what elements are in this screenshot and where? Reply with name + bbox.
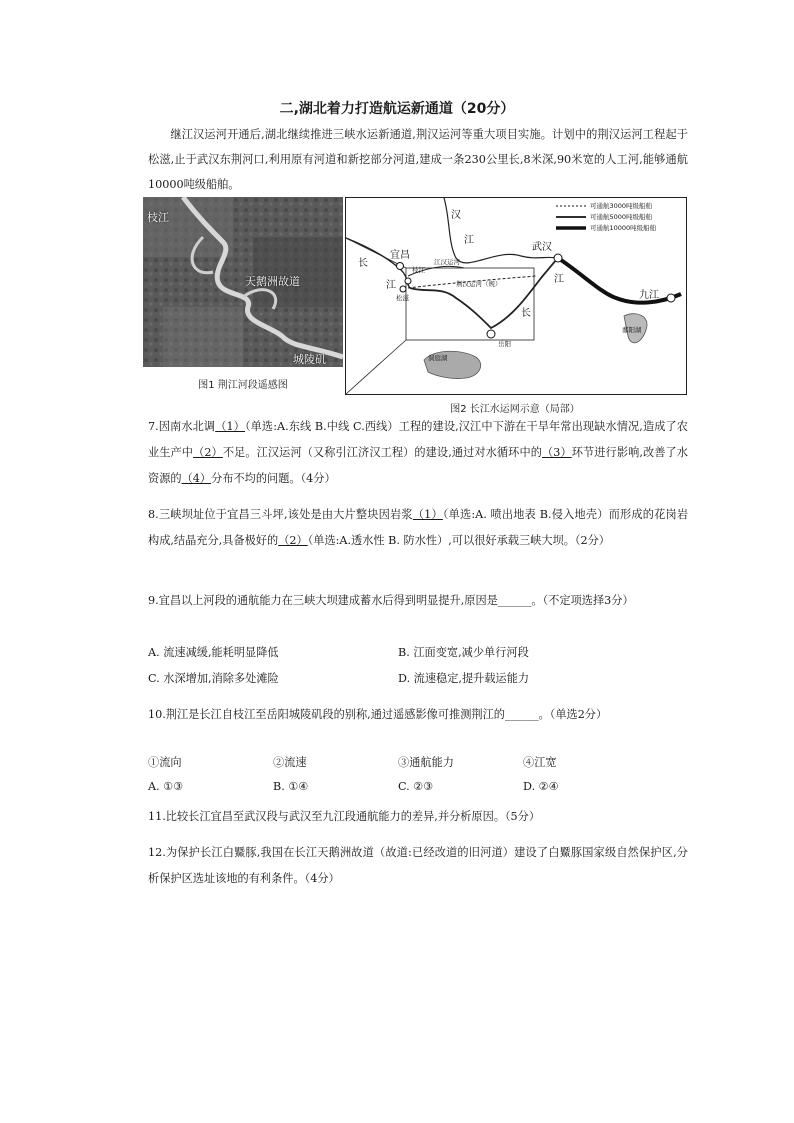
legend-10000: 可通航10000吨级船舶 <box>590 224 657 232</box>
label-jiang-han: 江 <box>464 235 474 246</box>
q9-option-b[interactable]: B. 江面变宽,减少单行河段 <box>398 646 529 659</box>
legend-5000: 可通航5000吨级船舶 <box>590 213 653 221</box>
question-12 <box>148 840 688 892</box>
label-jiang-2: 江 <box>554 274 564 285</box>
q8-blank1[interactable]: （1） <box>412 508 443 521</box>
label-yichang: 宜昌 <box>390 250 410 261</box>
map-legend <box>556 201 657 232</box>
yichang-city <box>397 263 404 270</box>
zhijiang-city <box>405 278 411 284</box>
label-zhijiang-map: 枝江 <box>412 266 425 274</box>
q10-item-3: ③通航能力 <box>398 756 454 769</box>
label-chang-2: 长 <box>521 308 531 319</box>
remote-sensing-svg <box>143 197 343 367</box>
label-jiujiang: 九江 <box>639 290 659 301</box>
label-wuhan: 武汉 <box>532 242 552 253</box>
q7-blank4[interactable]: （4） <box>181 472 212 485</box>
question-8 <box>148 502 688 554</box>
label-songzi: 松滋 <box>396 294 409 302</box>
q10-item-1: ①流向 <box>148 756 182 769</box>
q7-part2: （单选:A.东线 B.中线 C.西线）工程的建设,汉江中下游在干旱年常出现缺水情况,造成了农业生产中 <box>148 420 688 459</box>
q9-option-c[interactable]: C. 水深增加,消除多处滩险 <box>148 672 279 685</box>
q8-part3: （单选:A.透水性 B. 防水性）,可以很好承载三峡大坝。（2分） <box>307 534 610 547</box>
figure1-caption: 图1 荆江河段遥感图 <box>198 380 288 391</box>
q7-part5: 分布不均的问题。（4分） <box>211 472 336 485</box>
label-jiang-1: 江 <box>386 280 396 291</box>
q7-part4: 环节进行影响,改善了水资源的 <box>148 446 688 485</box>
question-9-options <box>148 640 688 696</box>
q10-item-4: ④江宽 <box>523 756 557 769</box>
label-jinghan-canal: 荆汉运河（规） <box>456 280 502 288</box>
wuhan-city <box>554 254 562 262</box>
q10-option-c[interactable]: C. ②③ <box>398 780 434 793</box>
q9-option-a[interactable]: A. 流速减缓,能耗明显降低 <box>148 646 279 659</box>
label-zhijiang: 枝江 <box>147 211 169 224</box>
legend-3000: 可通航3000吨级船舶 <box>590 202 653 210</box>
question-11 <box>148 804 688 830</box>
label-han: 汉 <box>451 210 461 221</box>
question-7 <box>148 414 688 492</box>
lower-yangtze <box>558 258 681 303</box>
inset-box <box>406 268 534 340</box>
intro-text: 继江汉运河开通后,湖北继续推进三峡水运新通道,荆汉运河等重大项目实施。计划中的荆汉运河工程起于松滋,止于武汉东荆河口,利用原有河道和新挖部分河道,建成一条230公里长,8米深,90米宽的人工河,能够通航10000吨级船舶。 <box>148 128 688 191</box>
label-dongting: 洞庭湖 <box>428 354 448 362</box>
remote-sensing-image <box>143 197 343 367</box>
q7-blank3[interactable]: （3） <box>542 446 572 459</box>
question-11-text: 11.比较长江宜昌至武汉段与武汉至九江段通航能力的差异,并分析原因。（5分） <box>148 810 541 823</box>
jiujiang-city <box>667 294 675 302</box>
question-10-options <box>148 750 688 806</box>
question-7-text <box>148 414 688 492</box>
q7-blank2[interactable]: （2） <box>193 446 223 459</box>
question-9 <box>148 588 688 614</box>
intro-paragraph <box>148 122 688 197</box>
q8-blank2[interactable]: （2） <box>278 534 308 547</box>
q7-part1: 7.因南水北调 <box>148 420 216 433</box>
q8-part2: （单选:A. 喷出地表 B.侵入地壳）而形成的花岗岩构成,结晶充分,具备极好的 <box>148 508 689 547</box>
question-8-text <box>148 502 688 554</box>
songzi-city <box>400 286 406 292</box>
label-chang-1: 长 <box>358 258 368 269</box>
q10-option-a[interactable]: A. ①③ <box>148 780 184 793</box>
q7-blank1[interactable]: （1） <box>215 420 245 433</box>
waterway-map-svg <box>346 198 686 394</box>
label-tianezhou: 天鹅洲故道 <box>245 275 300 288</box>
question-9-stem: 9.宜昌以上河段的通航能力在三峡大坝建成蓄水后得到明显提升,原因是______。（不定项选择3分） <box>148 594 634 607</box>
q8-part1: 8.三峡坝址位于宜昌三斗坪,该处是由大片整块因岩浆 <box>148 508 413 521</box>
q10-item-2: ②流速 <box>273 756 307 769</box>
q9-option-d[interactable]: D. 流速稳定,提升载运能力 <box>398 672 530 685</box>
label-poyang: 鄱阳湖 <box>622 326 642 334</box>
section-title: 二,湖北着力打造航运新通道（20分） <box>279 101 515 117</box>
label-jianghan-canal: 江汉运河 <box>434 258 460 266</box>
figure2-caption: 图2 长江水运网示意（局部） <box>450 404 580 415</box>
q7-part3: 不足。江汉运河（又称引江济汉工程）的建设,通过对水循环中的 <box>222 446 542 459</box>
label-yueyang: 岳阳 <box>498 340 511 348</box>
yueyang-city <box>487 330 495 338</box>
q10-option-b[interactable]: B. ①④ <box>273 780 309 793</box>
question-10-stem: 10.荆江是长江自枝江至岳阳城陵矶段的别称,通过遥感影像可推测荆江的______。（单选2分） <box>148 708 608 721</box>
question-12-text: 12.为保护长江白鱀豚,我国在长江天鹅洲故道（故道:已经改道的旧河道）建设了白鱀豚国家级自然保护区,分析保护区选址该地的有利条件。（4分） <box>148 846 688 885</box>
waterway-map <box>345 197 687 395</box>
q10-option-d[interactable]: D. ②④ <box>523 780 559 793</box>
question-10 <box>148 702 688 728</box>
han-river <box>444 198 556 263</box>
label-chenglingji: 城陵矶 <box>293 353 326 366</box>
